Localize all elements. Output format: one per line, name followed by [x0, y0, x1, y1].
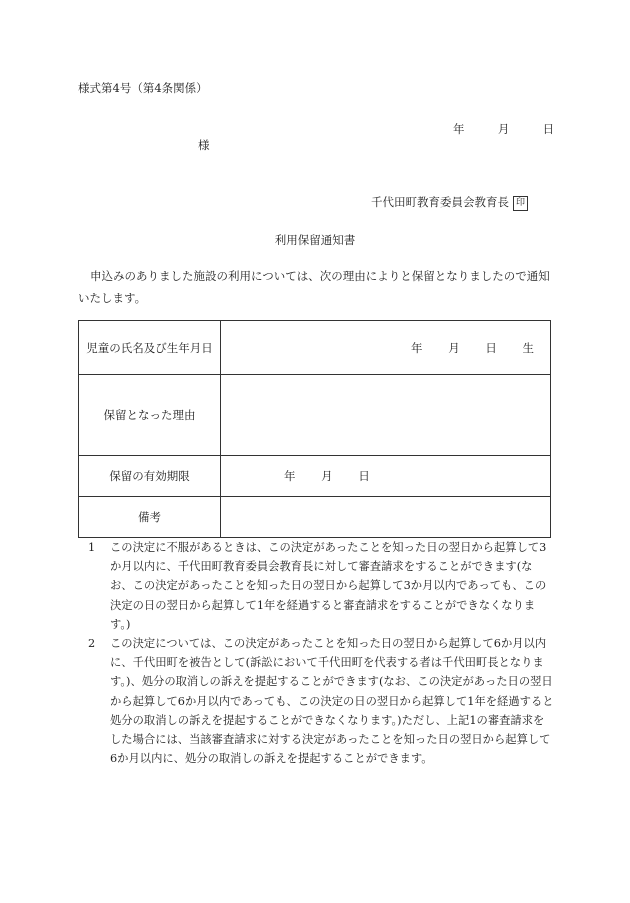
intro-paragraph: 申込みのありました施設の利用については、次の理由によりと保留となりましたので通知いたします。 [78, 269, 550, 305]
note-text: この決定については、この決定があったことを知った日の翌日から起算して6か月以内に、千代田町を被告として(訴訟において千代田町を代表する者は千代田町長となります。)、処分の取消しの訴えを提起することができます(なお、この決定があった日の翌日から起算して6か月以内であっても、この決定の日の翌日から起算して1年を経過すると処分の取消しの訴えを提起することができなくなります。)ただし、上記1の審査請求をした場合には、当該審査請求に対する決定があったことを知った日の翌日から起算して6か月以内に、処分の取消しの訴えを提起することができます。 [110, 637, 554, 766]
expiry-label: 保留の有効期限 [79, 456, 221, 497]
birth-suffix-label: 生 [522, 340, 534, 355]
table-row [79, 497, 551, 538]
seal-mark: 印 [513, 196, 528, 211]
issue-date [453, 121, 554, 137]
remarks-label: 備考 [79, 497, 221, 538]
list-item [88, 634, 554, 768]
birth-year-label: 年 [411, 340, 423, 355]
reason-label: 保留となった理由 [79, 375, 221, 456]
notes-list [88, 538, 554, 768]
expiry-month-label: 月 [321, 469, 333, 483]
expiry-field [221, 456, 551, 497]
child-name-birthdate-label: 児童の氏名及び生年月日 [79, 321, 221, 375]
remarks-field [221, 497, 551, 538]
note-text: この決定に不服があるときは、この決定があったことを知った日の翌日から起算して3か月以内に、千代田町教育委員会教育長に対して審査請求をすることができます(なお、この決定があったことを知った日の翌日から起算して3か月以内であっても、この決定の日の翌日から起算して1年を経過すると審査請求をすることができなくなります。) [110, 541, 547, 631]
document-title: 利用保留通知書 [274, 233, 356, 247]
expiry-year-label: 年 [284, 469, 296, 483]
table-row [79, 321, 551, 375]
date-month-label: 月 [497, 122, 510, 136]
date-day-label: 日 [542, 122, 555, 136]
list-item [88, 538, 554, 634]
expiry-day-label: 日 [358, 469, 370, 483]
date-year-label: 年 [453, 122, 465, 136]
reason-field [221, 375, 551, 456]
table-row [79, 456, 551, 497]
form-number: 様式第4号（第4条関係） [78, 81, 208, 95]
sender-name: 千代田町教育委員会教育長 [371, 195, 509, 209]
sender-block [371, 194, 528, 211]
addressee: 様 [198, 138, 210, 152]
note-number: 1 [88, 541, 96, 554]
note-number: 2 [88, 637, 96, 651]
table-row [79, 375, 551, 456]
child-name-birthdate-field [221, 321, 551, 375]
birth-day-label: 日 [485, 340, 497, 355]
info-table [78, 320, 551, 538]
birth-month-label: 月 [448, 340, 460, 355]
